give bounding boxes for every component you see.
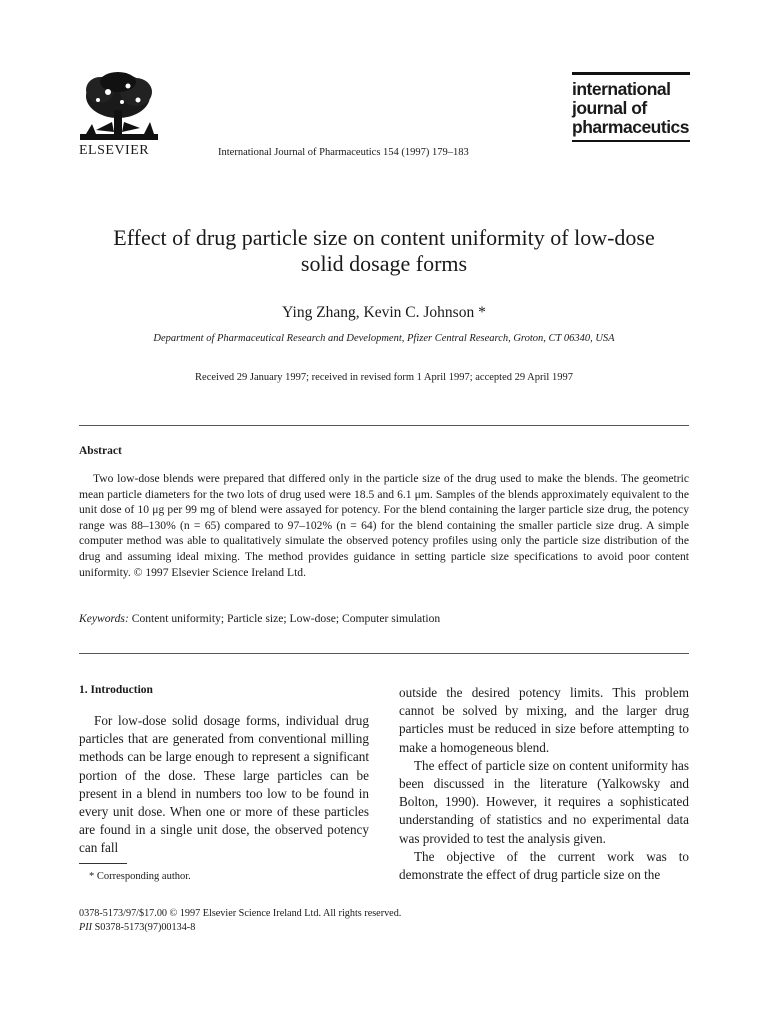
divider-top [79, 425, 689, 426]
left-column [79, 684, 369, 858]
issn-line: 0378-5173/97/$17.00 © 1997 Elsevier Science Ireland Ltd. All rights reserved. [79, 908, 402, 919]
abstract-text: Two low-dose blends were prepared that differed only in the particle size of the drug used to make the blends. The geometric mean particle diameters for the two lots of drug used were 18.5 and 6.1 μm. Samples of the blends approximately equivalent to the unit dose of 10 μg per 99 mg of blend were assayed for potency. For the blend containing the larger particle size drug, the potency range was 88–130% (n = 65) compared to 97–102% (n = 64) for the blend containing the smaller particle size drug. A simple computer method was able to qualitatively simulate the observed potency profiles using only the particle size distribution of the drug and assuming ideal mixing. The method provides guidance in setting particle size specifications to avoid poor content uniformity. © 1997 Elsevier Science Ireland Ltd. [79, 472, 689, 579]
corresponding-author-footnote: * Corresponding author. [89, 871, 191, 882]
intro-paragraph-2: The effect of particle size on content uniformity has been discussed in the literature (Yalkowsky and Bolton, 1990). However, it requires a sophisticated understanding of statistics and no experimental data was provided to test the analysis given. [399, 757, 689, 846]
right-column [399, 684, 689, 884]
pii-label: PII [79, 922, 93, 933]
title-line-1: Effect of drug particle size on content uniformity of low-dose [113, 225, 655, 250]
authors: Ying Zhang, Kevin C. Johnson * [282, 304, 486, 321]
publisher-name: ELSEVIER [79, 143, 150, 158]
keywords-label: Keywords: [79, 612, 129, 625]
copyright-footer [79, 907, 401, 935]
keywords [79, 612, 689, 625]
section-heading-introduction: 1. Introduction [79, 684, 153, 696]
abstract-heading: Abstract [79, 445, 122, 457]
article-title [60, 225, 708, 277]
journal-rule-top [572, 72, 690, 75]
journal-citation: International Journal of Pharmaceutics 154 (1997) 179–183 [218, 147, 469, 158]
journal-line-2: journal of [572, 98, 647, 118]
journal-line-3: pharmaceutics [572, 117, 690, 137]
intro-paragraph-1: For low-dose solid dosage forms, individual drug particles that are generated from conventional milling methods can be large enough to represent a significant portion of the dose. These large particles can be present in a blend in numbers too low to be found in every unit dose. When one or more of these particles are found in a single unit dose, the observed potency can fall [79, 713, 369, 856]
footnote-rule [79, 863, 127, 864]
journal-line-1: international [572, 79, 671, 99]
pii-line [79, 921, 401, 935]
affiliation: Department of Pharmaceutical Research and Development, Pfizer Central Research, Groton, CT 06340, USA [153, 333, 615, 344]
pii-value: S0378-5173(97)00134-8 [94, 922, 196, 933]
journal-logo-title [572, 80, 694, 137]
received-dates: Received 29 January 1997; received in revised form 1 April 1997; accepted 29 April 1997 [195, 372, 573, 383]
divider-bottom [79, 653, 689, 654]
intro-paragraph-3: The objective of the current work was to demonstrate the effect of drug particle size on the [399, 848, 689, 883]
keywords-list: Content uniformity; Particle size; Low-dose; Computer simulation [131, 612, 441, 625]
title-line-2: solid dosage forms [300, 251, 468, 276]
intro-paragraph-1-continued: outside the desired potency limits. This problem cannot be solved by mixing, and the larger drug particles must be reduced in size before attempting to make a homogeneous blend. [399, 685, 689, 755]
journal-rule-bottom [572, 140, 690, 142]
elsevier-tree-logo [78, 70, 160, 144]
